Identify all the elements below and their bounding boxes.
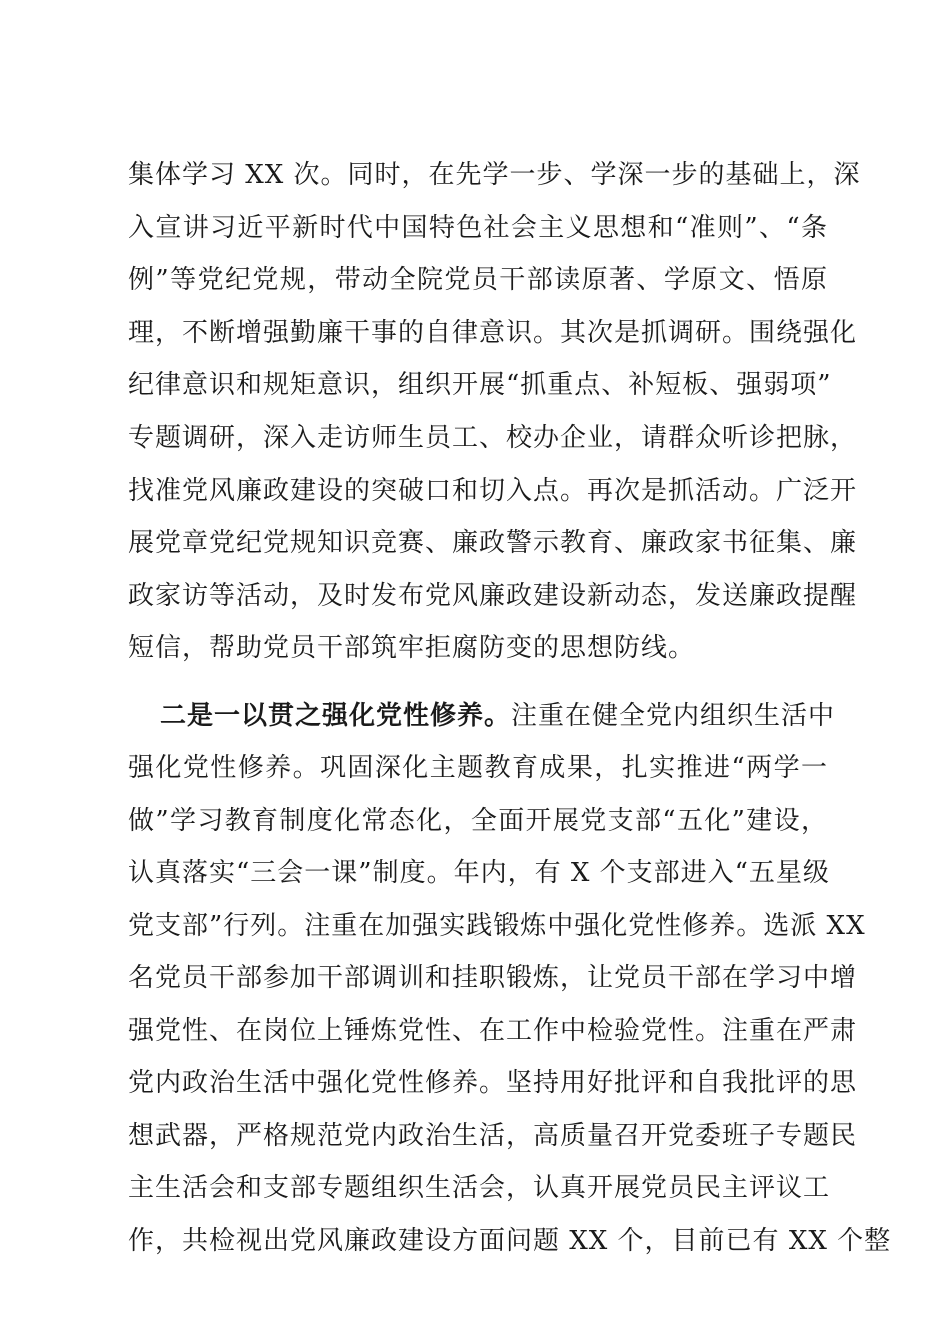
text-line: 党内政治生活中强化党性修养。坚持用好批评和自我批评的思 [128, 1068, 858, 1098]
text-line: 作，共检视出党风廉政建设方面问题 XX 个，目前已有 XX 个整 [128, 1226, 892, 1256]
text-line: 认真落实“三会一课”制度。年内，有 X 个支部进入“五星级 [128, 858, 830, 888]
text-line: 找准党风廉政建设的突破口和切入点。再次是抓活动。广泛开 [128, 476, 858, 506]
text-line: 展党章党纪党规知识竞赛、廉政警示教育、廉政家书征集、廉 [128, 528, 858, 558]
paragraph-heading: 二是一以贯之强化党性修养。 [160, 701, 512, 731]
text-line: 名党员干部参加干部调训和挂职锻炼，让党员干部在学习中增 [128, 963, 858, 993]
text-line: 例”等党纪党规，带动全院党员干部读原著、学原文、悟原 [128, 265, 828, 295]
text-line: 强党性、在岗位上锤炼党性、在工作中检验党性。注重在严肃 [128, 1016, 858, 1046]
text-line: 入宣讲习近平新时代中国特色社会主义思想和“准则”、“条 [128, 213, 828, 243]
text-line: 专题调研，深入走访师生员工、校办企业，请群众听诊把脉， [128, 423, 858, 453]
text-line: 集体学习 XX 次。同时，在先学一步、学深一步的基础上，深 [128, 160, 861, 190]
text-line: 理，不断增强勤廉干事的自律意识。其次是抓调研。围绕强化 [128, 318, 858, 348]
text-line: 强化党性修养。巩固深化主题教育成果，扎实推进“两学一 [128, 753, 828, 783]
text-line: 想武器，严格规范党内政治生活，高质量召开党委班子专题民 [128, 1121, 858, 1151]
text-line: 纪律意识和规矩意识，组织开展“抓重点、补短板、强弱项” [128, 370, 832, 400]
text-line: 党支部”行列。注重在加强实践锻炼中强化党性修养。选派 XX [128, 911, 866, 941]
text-line: 政家访等活动，及时发布党风廉政建设新动态，发送廉政提醒 [128, 581, 858, 611]
paragraph-text: 注重在健全党内组织生活中 [511, 701, 836, 731]
text-line: 短信，帮助党员干部筑牢拒腐防变的思想防线。 [128, 633, 696, 663]
text-line: 做”学习教育制度化常态化，全面开展党支部“五化”建设， [128, 806, 828, 836]
text-line: 主生活会和支部专题组织生活会，认真开展党员民主评议工 [128, 1173, 831, 1203]
text-line-first [160, 698, 836, 734]
